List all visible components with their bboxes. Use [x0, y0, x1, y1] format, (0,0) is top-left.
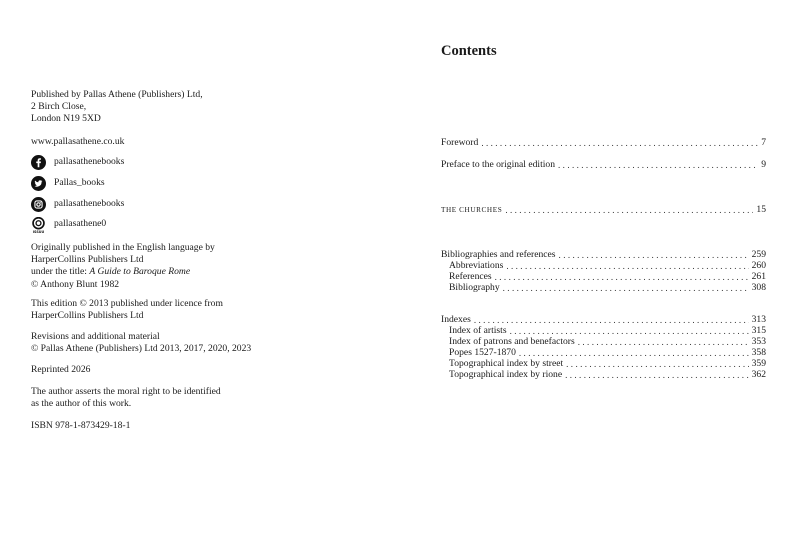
- instagram-icon: [31, 197, 46, 212]
- dot-leader: [558, 159, 758, 171]
- toc-entry-page: 15: [756, 204, 766, 215]
- toc-entry[interactable]: [441, 159, 766, 171]
- toc-entry-page: 358: [751, 347, 766, 358]
- toc-entry-page: 259: [751, 249, 766, 260]
- toc-entry-title: Preface to the original edition: [441, 159, 556, 170]
- toc-entry-page: 359: [751, 358, 766, 369]
- toc-entry-title: Index of artists: [449, 325, 507, 336]
- issuu-caption: ISSUU: [32, 229, 45, 234]
- toc-entry-title: Topographical index by street: [449, 358, 564, 369]
- toc-entry-page: 315: [751, 325, 766, 336]
- reprint-note: Reprinted 2026: [31, 364, 91, 375]
- toc-entry-page: 9: [761, 159, 766, 170]
- social-facebook[interactable]: [31, 153, 124, 171]
- moral-rights-line: as the author of this work.: [31, 398, 132, 410]
- toc-entry-page: 7: [761, 137, 766, 148]
- edition-line: HarperCollins Publishers Ltd: [31, 310, 144, 322]
- publisher-line: Published by Pallas Athene (Publishers) Ltd,: [31, 89, 203, 100]
- social-twitter[interactable]: [31, 174, 105, 192]
- moral-rights-line: The author asserts the moral right to be identified: [31, 386, 221, 397]
- original-publication: [31, 242, 215, 291]
- dot-leader: [565, 369, 749, 381]
- website-link[interactable]: www.pallasathene.co.uk: [31, 136, 125, 147]
- toc-entry-title: Index of patrons and benefactors: [449, 336, 575, 347]
- toc-entry-title: Indexes: [441, 314, 471, 325]
- publisher-line: 2 Birch Close,: [31, 101, 87, 113]
- toc-entry-page: 362: [751, 369, 766, 380]
- dot-leader: [503, 282, 749, 294]
- toc-entry-page: 260: [751, 260, 766, 271]
- social-handle: pallasathenebooks: [54, 197, 125, 209]
- toc-entry-title: Bibliographies and references: [441, 249, 556, 260]
- toc-subentry[interactable]: [449, 282, 766, 294]
- revisions-line: © Pallas Athene (Publishers) Ltd 2013, 2017, 2020, 2023: [31, 343, 252, 355]
- revisions-line: Revisions and additional material: [31, 331, 160, 342]
- revisions-notice: [31, 331, 251, 355]
- edition-line: This edition © 2013 published under licence from: [31, 298, 223, 309]
- copyright-line: © Anthony Blunt 1982: [31, 278, 120, 290]
- publisher-line: London N19 5XD: [31, 113, 101, 125]
- toc-entry-title: Foreword: [441, 137, 479, 148]
- toc-entry-title: References: [449, 271, 492, 282]
- toc-subentry[interactable]: [449, 369, 766, 381]
- dot-leader: [481, 137, 758, 149]
- contents-title: Contents: [441, 43, 497, 59]
- toc-entry-page: 308: [751, 282, 766, 293]
- original-pub-line: Originally published in the English language by: [31, 242, 215, 253]
- social-instagram[interactable]: [31, 195, 124, 213]
- toc-entry-title: Topographical index by rione: [449, 369, 563, 380]
- original-pub-title-line: under the title: A Guide to Baroque Rome: [31, 266, 191, 278]
- toc-entry-title: Popes 1527-1870: [449, 347, 516, 358]
- toc-entry[interactable]: [441, 137, 766, 149]
- toc-entry[interactable]: [441, 204, 766, 216]
- isbn: ISBN 978-1-873429-18-1: [31, 420, 131, 431]
- moral-rights-notice: [31, 386, 221, 410]
- toc-entry-page: 261: [751, 271, 766, 282]
- social-handle: pallasathenebooks: [54, 155, 125, 167]
- toc-entry-title: THE CHURCHES: [441, 206, 503, 214]
- dot-leader: [505, 204, 753, 216]
- twitter-icon: [31, 176, 46, 191]
- original-book-title: A Guide to Baroque Rome: [89, 266, 191, 278]
- publisher-address: [31, 89, 203, 126]
- original-pub-line: HarperCollins Publishers Ltd: [31, 254, 144, 266]
- social-issuu[interactable]: [31, 215, 106, 233]
- social-handle: Pallas_books: [54, 176, 105, 188]
- issuu-icon: [31, 217, 46, 232]
- edition-notice: [31, 298, 223, 322]
- social-handle: pallasathene0: [54, 217, 107, 229]
- facebook-icon: [31, 155, 46, 170]
- toc-entry-page: 313: [751, 314, 766, 325]
- toc-entry-title: Bibliography: [449, 282, 500, 293]
- contents-page: [400, 0, 800, 546]
- toc-entry-title: Abbreviations: [449, 260, 504, 271]
- toc-entry-page: 353: [751, 336, 766, 347]
